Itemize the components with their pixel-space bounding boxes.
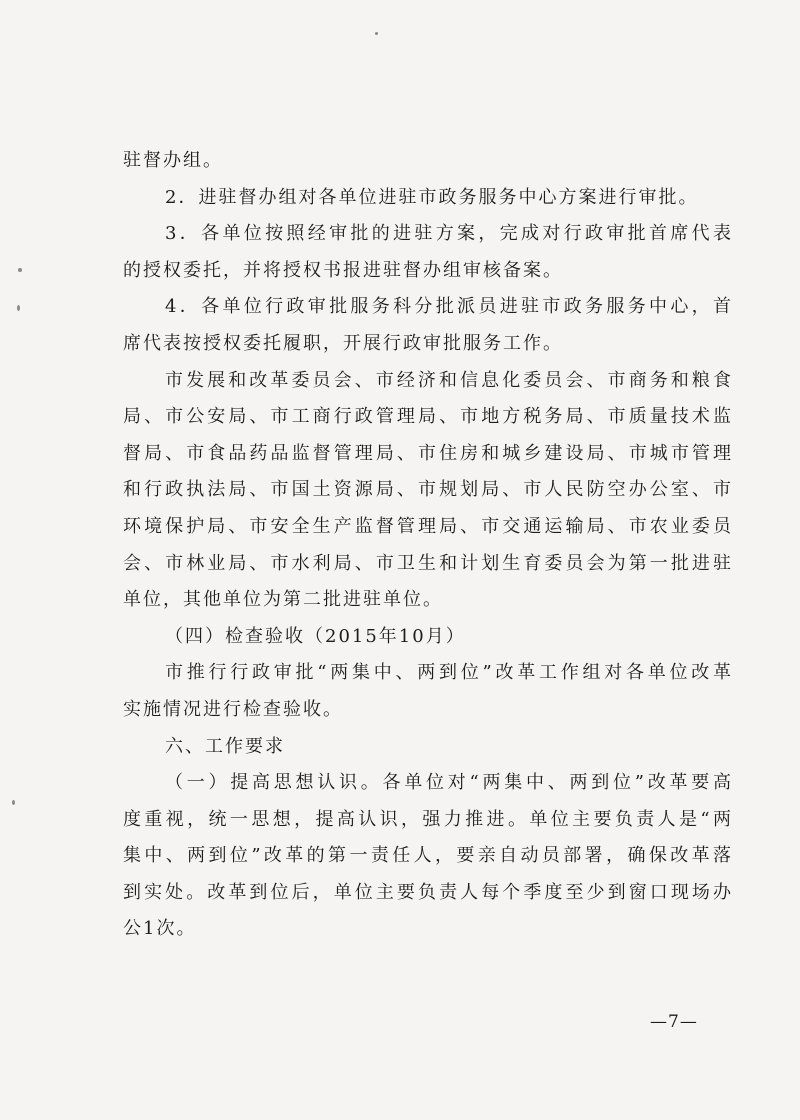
text-line: 和行政执法局、市国土资源局、市规划局、市人民防空办公室、市: [123, 479, 733, 501]
scan-speck: [18, 268, 22, 272]
text-line: 督局、市食品药品监督管理局、市住房和城乡建设局、市城市管理: [123, 442, 733, 464]
text-line: 局、市公安局、市工商行政管理局、市地方税务局、市质量技术监: [123, 406, 733, 428]
section-heading: （四）检查验收（2015年10月）: [165, 625, 466, 647]
text-line: 环境保护局、市安全生产监督管理局、市交通运输局、市农业委员: [123, 515, 733, 537]
text-line: （一）提高思想认识。各单位对“两集中、两到位”改革要高: [165, 772, 733, 794]
text-line: 的授权委托，并将授权书报进驻督办组审核备案。: [123, 259, 563, 281]
scan-speck: [17, 305, 20, 311]
text-line: 4．各单位行政审批服务科分批派员进驻市政务服务中心，首: [165, 296, 733, 318]
scan-speck: [375, 32, 378, 35]
text-line: 到实处。改革到位后，单位主要负责人每个季度至少到窗口现场办: [123, 881, 733, 903]
text-line: 会、市林业局、市水利局、市卫生和计划生育委员会为第一批进驻: [123, 552, 733, 574]
text-line: 市发展和改革委员会、市经济和信息化委员会、市商务和粮食: [165, 369, 733, 391]
text-line: 实施情况进行检查验收。: [123, 698, 343, 720]
section-heading: 六、工作要求: [165, 735, 285, 757]
scan-speck: [12, 800, 15, 805]
text-line: 3．各单位按照经审批的进驻方案，完成对行政审批首席代表: [165, 223, 733, 245]
text-line: 驻督办组。: [123, 150, 223, 171]
text-line: 2．进驻督办组对各单位进驻市政务服务中心方案进行审批。: [165, 186, 699, 208]
text-line: 席代表按授权委托履职，开展行政审批服务工作。: [123, 332, 563, 354]
text-line: 市推行行政审批“两集中、两到位”改革工作组对各单位改革: [165, 662, 733, 684]
text-line: 单位，其他单位为第二批进驻单位。: [123, 589, 443, 611]
page-number: —7—: [650, 1012, 698, 1032]
text-line: 集中、两到位”改革的第一责任人，要亲自动员部署，确保改革落: [123, 845, 733, 867]
text-line: 公1次。: [123, 918, 197, 940]
text-line: 度重视，统一思想，提高认识，强力推进。单位主要负责人是“两: [123, 808, 733, 830]
body-text: [123, 143, 733, 948]
